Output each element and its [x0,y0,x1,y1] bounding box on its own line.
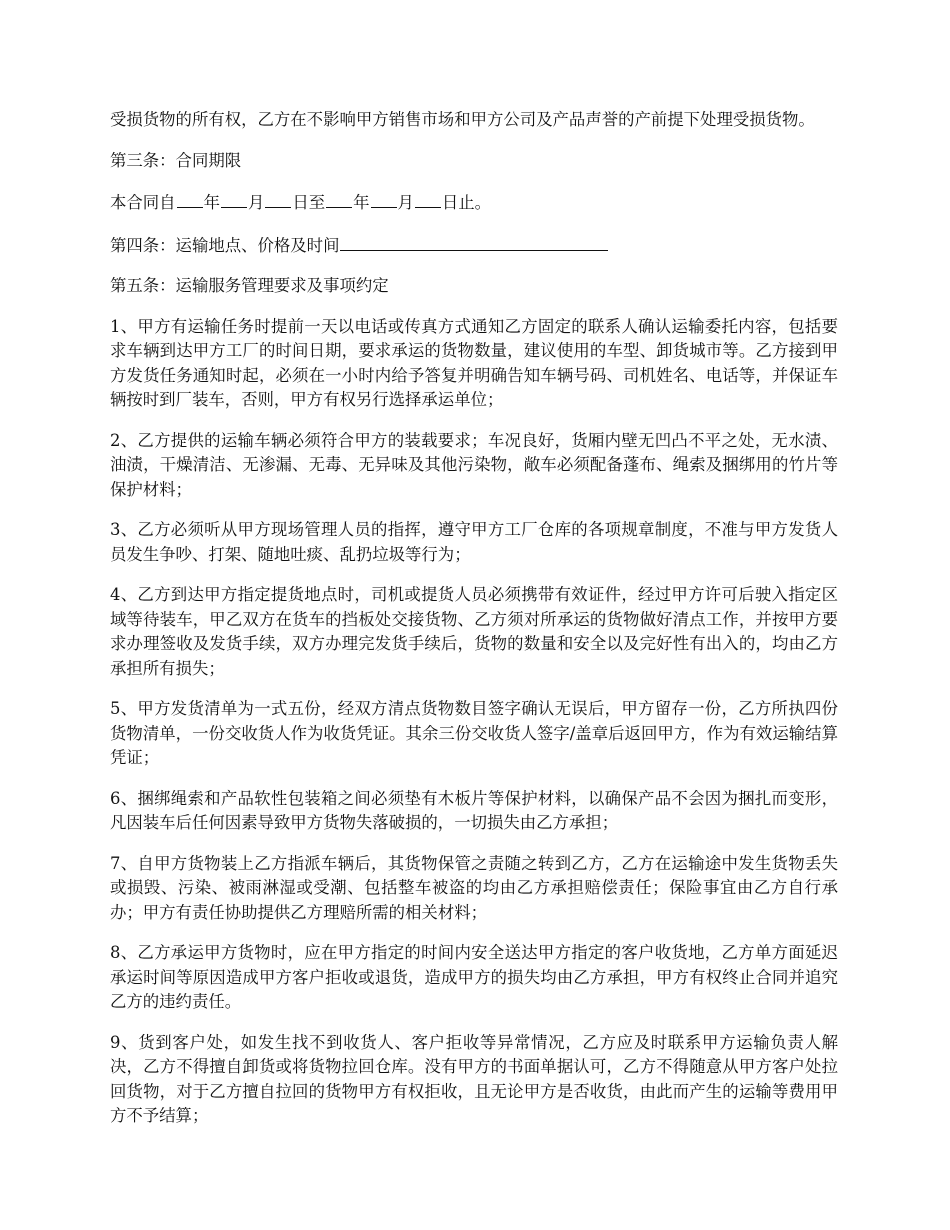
term-year-label: 年 [203,193,220,212]
clause-1: 1、甲方有运输任务时提前一天以电话或传真方式通知乙方固定的联系人确认运输委托内容，包括要求车辆到达甲方工厂的时间日期，要求承运的货物数量，建议使用的车型、卸货城市等。乙方接到甲方发货任务通知时起，必须在一小时内给予答复并明确告知车辆号码、司机姓名、电话等，并保证车辆按时到厂装车，否则，甲方有权另行选择承运单位； [110,316,838,409]
term-start-label: 本合同自 [110,193,176,212]
article-4-label: 第四条：运输地点、价格及时间 [110,235,340,255]
blank-article-4 [340,232,608,251]
article-4-title [110,232,838,259]
term-year-end-label: 年 [353,193,370,212]
blank-year-end [326,189,352,208]
term-day-to-label: 日至 [292,193,326,212]
blank-month-end [371,189,397,208]
article-3-body [110,189,838,216]
clause-8: 8、乙方承运甲方货物时，应在甲方指定的时间内安全送达甲方指定的客户收货地，乙方单方面延迟承运时间等原因造成甲方客户拒收或退货，造成甲方的损失均由乙方承担，甲方有权终止合同并追究乙方的违约责任。 [110,943,838,1011]
article-5-title: 第五条：运输服务管理要求及事项约定 [110,276,389,295]
term-month-label: 月 [247,193,265,212]
article-3-title: 第三条：合同期限 [110,150,242,170]
clause-3: 3、乙方必须听从甲方现场管理人员的指挥，遵守甲方工厂仓库的各项规章制度，不准与甲方发货人员发生争吵、打架、随地吐痰、乱扔垃圾等行为； [110,520,838,564]
blank-month-start [221,189,247,208]
blank-year-start [177,189,203,208]
term-day-end-label: 日止。 [441,193,492,212]
blank-day-end [415,189,441,208]
document-page [110,108,838,1145]
clause-4: 4、乙方到达甲方指定提货地点时，司机或提货人员必须携带有效证件，经过甲方许可后驶入指定区域等待装车，甲乙双方在货车的挡板处交接货物、乙方须对所承运的货物做好清点工作，并按甲方要求办理签收及发货手续，双方办理完发货手续后，货物的数量和安全以及完好性有出入的，均由乙方承担所有损失； [110,585,838,678]
blank-day-start [265,189,291,208]
clause-6: 6、捆绑绳索和产品软性包装箱之间必须垫有木板片等保护材料，以确保产品不会因为捆扎而变形，凡因装车后任何因素导致甲方货物失落破损的，一切损失由乙方承担； [110,788,838,832]
clause-7: 7、自甲方货物装上乙方指派车辆后，其货物保管之责随之转到乙方，乙方在运输途中发生货物丢失或损毁、污染、被雨淋湿或受潮、包括整车被盗的均由乙方承担赔偿责任；保险事宜由乙方自行承办；甲方有责任协助提供乙方理赔所需的相关材料； [110,853,838,922]
clause-9: 9、货到客户处，如发生找不到收货人、客户拒收等异常情况，乙方应及时联系甲方运输负责人解决，乙方不得擅自卸货或将货物拉回仓库。没有甲方的书面单据认可，乙方不得随意从甲方客户处拉回货物，对于乙方擅自拉回的货物甲方有权拒收，且无论甲方是否收货，由此而产生的运输等费用甲方不予结算； [110,1032,838,1125]
paragraph-damaged-goods: 受损货物的所有权，乙方在不影响甲方销售市场和甲方公司及产品声誉的产前提下处理受损货物。 [110,110,815,129]
clause-2: 2、乙方提供的运输车辆必须符合甲方的装载要求；车况良好，货厢内壁无凹凸不平之处，无水渍、油渍，干燥清洁、无渗漏、无毒、无异味及其他污染物，敞车必须配备蓬布、绳索及捆绑用的竹片等保护材料； [110,430,838,499]
term-month-end-label: 月 [397,193,414,212]
clause-5: 5、甲方发货清单为一式五份，经双方清点货物数目签字确认无误后，甲方留存一份，乙方所执四份货物清单，一份交收货人作为收货凭证。其余三份交收货人签字/盖章后返回甲方，作为有效运输结算凭证； [110,699,838,767]
